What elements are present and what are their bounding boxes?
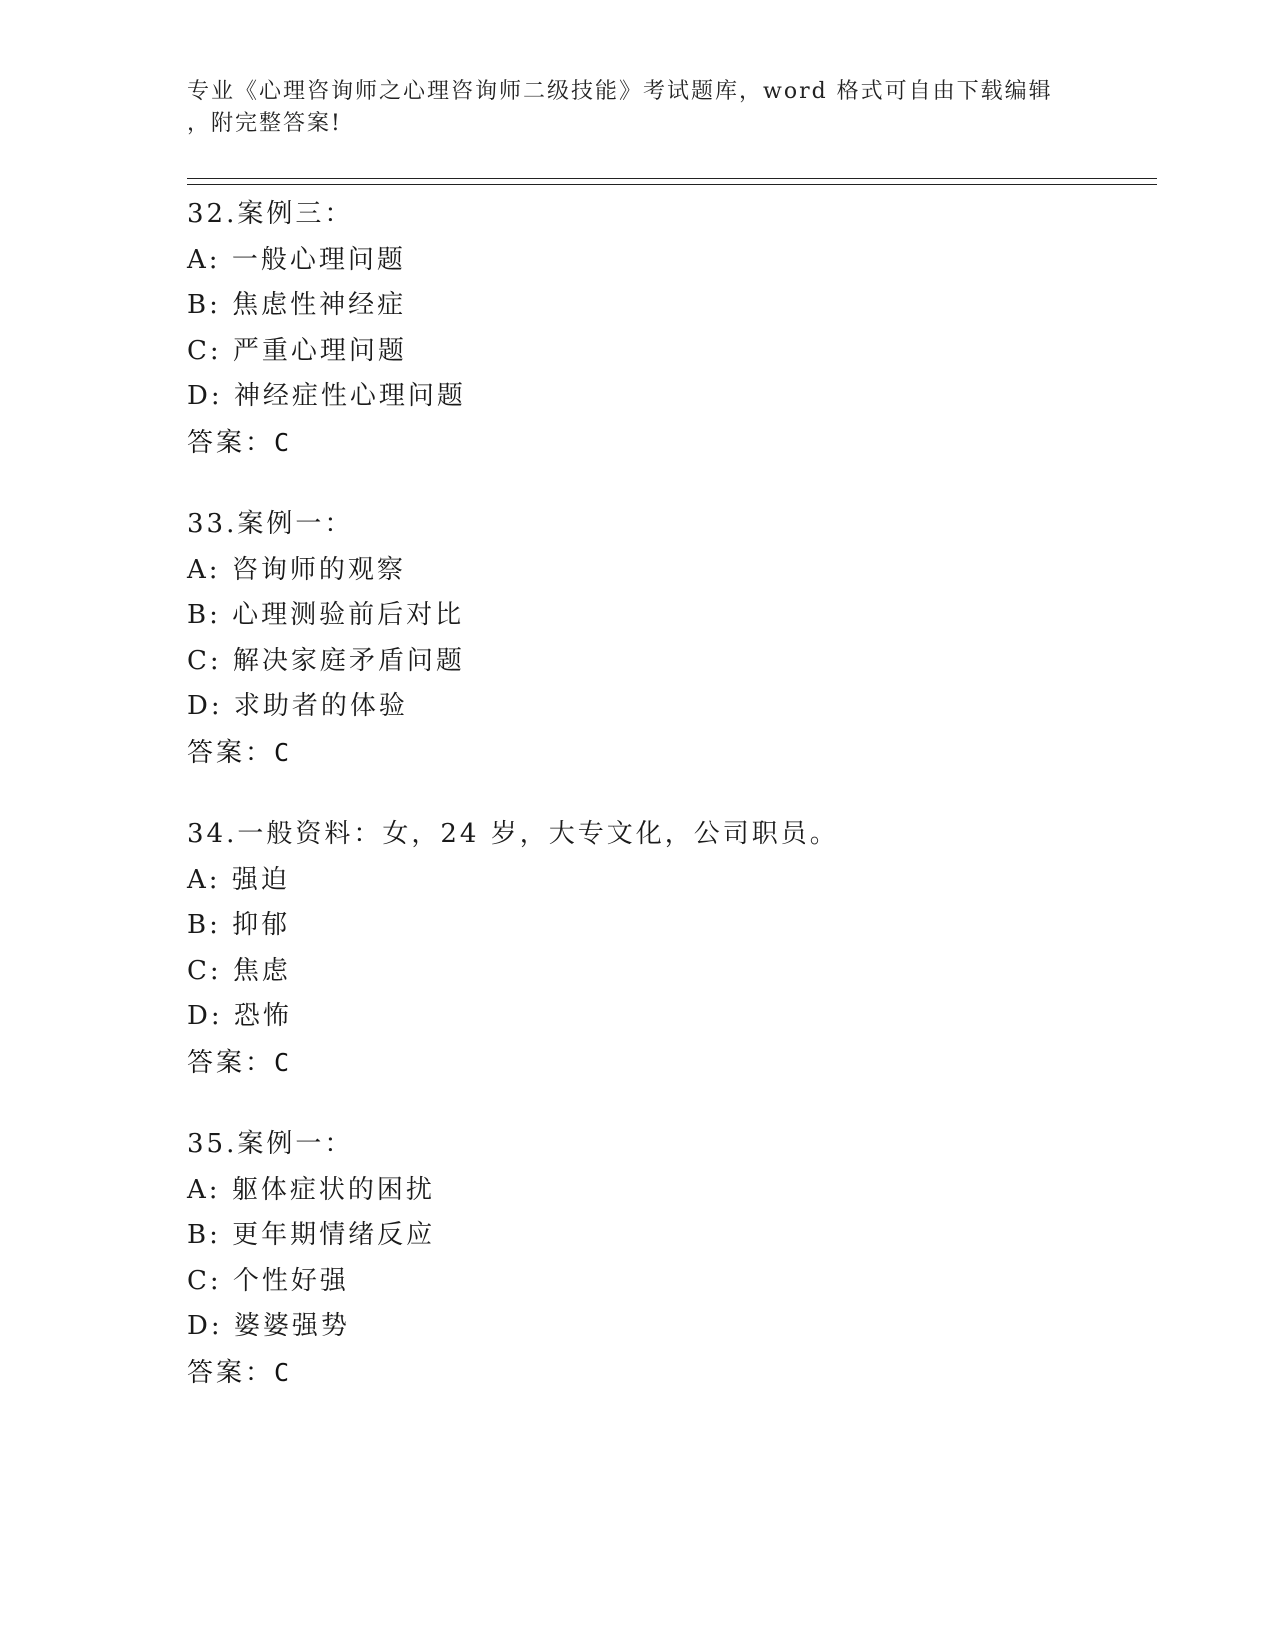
header-line-2: ，附完整答案!: [187, 111, 342, 136]
question-stem: 33.案例一：: [187, 509, 354, 539]
option-key: C:: [187, 955, 222, 986]
option-d: [187, 994, 1147, 1040]
option-c: [187, 1259, 1147, 1305]
option-text: 躯体症状的困扰: [231, 1174, 435, 1205]
option-text: 神经症性心理问题: [233, 381, 466, 411]
answer-line: [187, 730, 1147, 777]
header-line-1: 专业《心理咨询师之心理咨询师二级技能》考试题库，word 格式可自由下载编辑: [187, 79, 1053, 104]
option-key: A:: [187, 554, 221, 585]
option-text: 焦虑: [232, 955, 291, 986]
option-text: 更年期情绪反应: [232, 1220, 436, 1250]
question-list: [187, 192, 1147, 1432]
option-key: A:: [187, 1174, 221, 1205]
answer-value: C: [274, 427, 293, 457]
answer-value: C: [274, 1047, 293, 1077]
question-stem: 32.案例三：: [187, 199, 354, 229]
question-block-33: [187, 502, 1147, 776]
question-stem: 34.一般资料：女，24 岁，大专文化，公司职员。: [187, 819, 839, 849]
option-d: [187, 1304, 1147, 1350]
option-text: 强迫: [231, 864, 290, 895]
option-a: [187, 238, 1147, 284]
option-text: 解决家庭矛盾问题: [232, 645, 465, 676]
option-key: B:: [187, 910, 221, 940]
answer-label: 答案：: [187, 1357, 275, 1388]
answer-line: [187, 1350, 1147, 1397]
option-text: 抑郁: [232, 910, 291, 940]
header-divider: [187, 178, 1157, 185]
option-d: [187, 684, 1147, 730]
question-stem: 35.案例一：: [187, 1129, 354, 1159]
option-d: [187, 374, 1147, 420]
question-block-32: [187, 192, 1147, 466]
option-a: [187, 548, 1147, 594]
option-key: C:: [187, 1265, 222, 1296]
option-a: [187, 858, 1147, 904]
option-text: 婆婆强势: [233, 1311, 350, 1341]
answer-value: C: [274, 1357, 293, 1387]
answer-label: 答案：: [187, 427, 275, 458]
option-key: C:: [187, 645, 222, 676]
answer-line: [187, 1040, 1147, 1087]
option-text: 求助者的体验: [233, 691, 408, 721]
option-text: 个性好强: [232, 1265, 349, 1296]
option-b: [187, 593, 1147, 639]
option-text: 心理测验前后对比: [232, 600, 465, 630]
answer-label: 答案：: [187, 737, 275, 768]
option-c: [187, 639, 1147, 685]
option-a: [187, 1168, 1147, 1214]
option-key: B:: [187, 600, 221, 630]
option-b: [187, 1213, 1147, 1259]
option-key: D:: [187, 691, 223, 721]
option-b: [187, 283, 1147, 329]
option-c: [187, 949, 1147, 995]
option-text: 严重心理问题: [232, 335, 407, 366]
question-block-34: [187, 812, 1147, 1086]
option-key: C:: [187, 335, 222, 366]
answer-line: [187, 420, 1147, 467]
answer-label: 答案：: [187, 1047, 275, 1078]
option-text: 咨询师的观察: [231, 554, 406, 585]
option-key: B:: [187, 1220, 221, 1250]
option-key: B:: [187, 290, 221, 320]
answer-value: C: [274, 737, 293, 767]
question-block-35: [187, 1122, 1147, 1396]
option-key: A:: [187, 244, 221, 275]
option-text: 恐怖: [233, 1001, 292, 1031]
option-key: A:: [187, 864, 221, 895]
option-text: 焦虑性神经症: [232, 290, 407, 320]
option-key: D:: [187, 1311, 223, 1341]
option-key: D:: [187, 1001, 223, 1031]
option-c: [187, 329, 1147, 375]
option-text: 一般心理问题: [231, 244, 406, 275]
option-b: [187, 903, 1147, 949]
document-header: [187, 76, 1067, 140]
option-key: D:: [187, 381, 223, 411]
